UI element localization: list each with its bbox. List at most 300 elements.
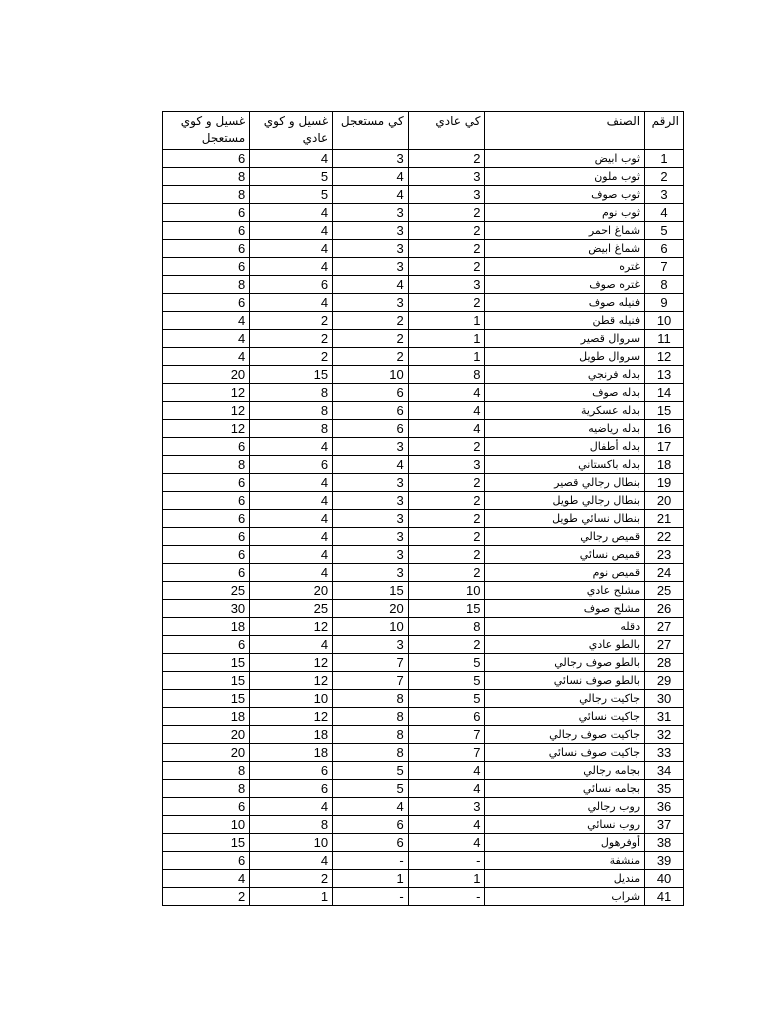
cell-wash-iron-urgent: 6 <box>163 852 250 870</box>
cell-wash-iron-urgent: 8 <box>163 276 250 294</box>
cell-wash-iron-urgent: 6 <box>163 636 250 654</box>
cell-wash-iron-normal: 6 <box>250 780 333 798</box>
cell-item: بجامه رجالي <box>485 762 645 780</box>
table-row <box>163 258 684 276</box>
cell-wash-iron-normal: 18 <box>250 726 333 744</box>
cell-iron-urgent: 4 <box>333 798 409 816</box>
cell-number: 16 <box>645 420 684 438</box>
cell-item: بنطال رجالي طويل <box>485 492 645 510</box>
cell-wash-iron-normal: 4 <box>250 564 333 582</box>
cell-iron-normal: 1 <box>408 348 485 366</box>
cell-item: بدله عسكرية <box>485 402 645 420</box>
cell-number: 36 <box>645 798 684 816</box>
cell-wash-iron-urgent: 10 <box>163 816 250 834</box>
price-table <box>162 111 684 906</box>
cell-wash-iron-normal: 25 <box>250 600 333 618</box>
cell-item: غتره <box>485 258 645 276</box>
cell-number: 4 <box>645 204 684 222</box>
cell-item: ثوب ملون <box>485 168 645 186</box>
cell-number: 27 <box>645 618 684 636</box>
table-row <box>163 294 684 312</box>
cell-wash-iron-normal: 8 <box>250 384 333 402</box>
cell-iron-urgent: 4 <box>333 456 409 474</box>
cell-item: قميص نسائي <box>485 546 645 564</box>
cell-item: جاكيت رجالي <box>485 690 645 708</box>
cell-iron-normal: 2 <box>408 636 485 654</box>
cell-iron-normal: 3 <box>408 798 485 816</box>
cell-iron-urgent: - <box>333 888 409 906</box>
cell-wash-iron-normal: 12 <box>250 672 333 690</box>
cell-wash-iron-normal: 10 <box>250 690 333 708</box>
table-row <box>163 240 684 258</box>
cell-iron-normal: 5 <box>408 690 485 708</box>
cell-wash-iron-urgent: 6 <box>163 222 250 240</box>
cell-item: بدله رياضيه <box>485 420 645 438</box>
cell-wash-iron-normal: 12 <box>250 654 333 672</box>
cell-iron-normal: 3 <box>408 168 485 186</box>
cell-iron-normal: 5 <box>408 654 485 672</box>
cell-number: 24 <box>645 564 684 582</box>
cell-number: 40 <box>645 870 684 888</box>
cell-number: 31 <box>645 708 684 726</box>
cell-wash-iron-normal: 15 <box>250 366 333 384</box>
table-row <box>163 762 684 780</box>
cell-iron-urgent: 1 <box>333 870 409 888</box>
cell-wash-iron-normal: 4 <box>250 474 333 492</box>
cell-wash-iron-urgent: 6 <box>163 150 250 168</box>
table-row <box>163 384 684 402</box>
cell-item: جاكيت صوف نسائي <box>485 744 645 762</box>
cell-wash-iron-urgent: 4 <box>163 312 250 330</box>
cell-number: 27 <box>645 636 684 654</box>
cell-wash-iron-urgent: 6 <box>163 258 250 276</box>
cell-iron-normal: 2 <box>408 528 485 546</box>
cell-iron-urgent: 3 <box>333 564 409 582</box>
cell-iron-normal: - <box>408 852 485 870</box>
cell-iron-normal: 4 <box>408 402 485 420</box>
header-iron-urgent: كي مستعجل <box>333 112 409 150</box>
cell-iron-urgent: 8 <box>333 690 409 708</box>
cell-iron-normal: 6 <box>408 708 485 726</box>
cell-item: بجامه نسائي <box>485 780 645 798</box>
cell-iron-normal: 4 <box>408 780 485 798</box>
cell-iron-normal: 8 <box>408 366 485 384</box>
cell-number: 13 <box>645 366 684 384</box>
cell-wash-iron-normal: 4 <box>250 798 333 816</box>
table-row <box>163 744 684 762</box>
cell-wash-iron-normal: 2 <box>250 348 333 366</box>
cell-iron-normal: 4 <box>408 384 485 402</box>
cell-iron-normal: 2 <box>408 438 485 456</box>
cell-wash-iron-normal: 20 <box>250 582 333 600</box>
cell-iron-normal: 1 <box>408 870 485 888</box>
cell-wash-iron-urgent: 18 <box>163 618 250 636</box>
cell-iron-urgent: 4 <box>333 186 409 204</box>
cell-wash-iron-normal: 6 <box>250 762 333 780</box>
cell-number: 38 <box>645 834 684 852</box>
table-row <box>163 690 684 708</box>
cell-item: قميص رجالي <box>485 528 645 546</box>
cell-number: 15 <box>645 402 684 420</box>
cell-wash-iron-normal: 4 <box>250 294 333 312</box>
cell-wash-iron-urgent: 8 <box>163 456 250 474</box>
cell-iron-normal: 2 <box>408 222 485 240</box>
cell-wash-iron-urgent: 15 <box>163 672 250 690</box>
cell-number: 26 <box>645 600 684 618</box>
cell-number: 11 <box>645 330 684 348</box>
cell-iron-urgent: 8 <box>333 744 409 762</box>
cell-number: 6 <box>645 240 684 258</box>
cell-item: روب رجالي <box>485 798 645 816</box>
table-row <box>163 456 684 474</box>
cell-item: شماغ ابيض <box>485 240 645 258</box>
cell-wash-iron-normal: 4 <box>250 240 333 258</box>
cell-iron-urgent: 7 <box>333 672 409 690</box>
cell-number: 8 <box>645 276 684 294</box>
cell-iron-normal: 4 <box>408 816 485 834</box>
table-row <box>163 150 684 168</box>
table-row <box>163 564 684 582</box>
cell-wash-iron-normal: 6 <box>250 456 333 474</box>
cell-number: 14 <box>645 384 684 402</box>
cell-iron-urgent: 2 <box>333 312 409 330</box>
cell-number: 34 <box>645 762 684 780</box>
cell-wash-iron-normal: 8 <box>250 420 333 438</box>
table-row <box>163 870 684 888</box>
table-row <box>163 780 684 798</box>
cell-number: 20 <box>645 492 684 510</box>
cell-item: ثوب صوف <box>485 186 645 204</box>
table-header-row <box>163 112 684 150</box>
cell-number: 39 <box>645 852 684 870</box>
cell-iron-urgent: 4 <box>333 276 409 294</box>
cell-iron-normal: 4 <box>408 834 485 852</box>
table-row <box>163 186 684 204</box>
cell-item: مشلح عادي <box>485 582 645 600</box>
table-row <box>163 618 684 636</box>
cell-number: 1 <box>645 150 684 168</box>
cell-wash-iron-normal: 4 <box>250 258 333 276</box>
cell-item: جاكيت نسائي <box>485 708 645 726</box>
cell-wash-iron-urgent: 30 <box>163 600 250 618</box>
cell-iron-normal: 2 <box>408 492 485 510</box>
cell-number: 28 <box>645 654 684 672</box>
cell-item: فنيله قطن <box>485 312 645 330</box>
cell-wash-iron-normal: 8 <box>250 816 333 834</box>
cell-iron-urgent: 3 <box>333 240 409 258</box>
cell-iron-normal: 15 <box>408 600 485 618</box>
cell-wash-iron-urgent: 15 <box>163 690 250 708</box>
cell-iron-urgent: 10 <box>333 618 409 636</box>
cell-iron-urgent: 8 <box>333 726 409 744</box>
table-row <box>163 330 684 348</box>
cell-wash-iron-urgent: 6 <box>163 438 250 456</box>
cell-wash-iron-urgent: 6 <box>163 546 250 564</box>
cell-wash-iron-urgent: 2 <box>163 888 250 906</box>
cell-wash-iron-urgent: 6 <box>163 510 250 528</box>
cell-iron-urgent: 15 <box>333 582 409 600</box>
cell-wash-iron-normal: 12 <box>250 618 333 636</box>
cell-item: بالطو صوف نسائي <box>485 672 645 690</box>
cell-iron-normal: 1 <box>408 312 485 330</box>
cell-item: غتره صوف <box>485 276 645 294</box>
cell-wash-iron-normal: 4 <box>250 222 333 240</box>
cell-wash-iron-normal: 4 <box>250 438 333 456</box>
cell-iron-normal: 2 <box>408 294 485 312</box>
cell-iron-normal: 2 <box>408 564 485 582</box>
cell-wash-iron-urgent: 6 <box>163 492 250 510</box>
cell-wash-iron-urgent: 6 <box>163 240 250 258</box>
cell-iron-urgent: 10 <box>333 366 409 384</box>
header-wash-iron-normal: غسيل و كوي عادي <box>250 112 333 150</box>
cell-wash-iron-urgent: 4 <box>163 348 250 366</box>
cell-item: قميص نوم <box>485 564 645 582</box>
cell-item: بدله صوف <box>485 384 645 402</box>
cell-iron-urgent: 20 <box>333 600 409 618</box>
cell-iron-normal: 2 <box>408 258 485 276</box>
cell-number: 29 <box>645 672 684 690</box>
cell-iron-normal: 3 <box>408 276 485 294</box>
cell-iron-urgent: 3 <box>333 636 409 654</box>
cell-item: بدله باكستاني <box>485 456 645 474</box>
cell-iron-urgent: 3 <box>333 510 409 528</box>
cell-wash-iron-urgent: 15 <box>163 654 250 672</box>
cell-wash-iron-urgent: 6 <box>163 204 250 222</box>
cell-number: 33 <box>645 744 684 762</box>
cell-item: فنيله صوف <box>485 294 645 312</box>
cell-item: مشلح صوف <box>485 600 645 618</box>
cell-number: 35 <box>645 780 684 798</box>
cell-wash-iron-normal: 4 <box>250 546 333 564</box>
table-row <box>163 672 684 690</box>
table-row <box>163 204 684 222</box>
cell-iron-normal: 2 <box>408 474 485 492</box>
cell-item: سروال قصير <box>485 330 645 348</box>
cell-item: سروال طويل <box>485 348 645 366</box>
cell-wash-iron-urgent: 6 <box>163 474 250 492</box>
table-row <box>163 888 684 906</box>
cell-item: منديل <box>485 870 645 888</box>
cell-iron-normal: 2 <box>408 204 485 222</box>
cell-iron-urgent: 6 <box>333 384 409 402</box>
cell-number: 9 <box>645 294 684 312</box>
cell-wash-iron-urgent: 6 <box>163 798 250 816</box>
cell-wash-iron-normal: 4 <box>250 852 333 870</box>
table-row <box>163 348 684 366</box>
cell-iron-urgent: 3 <box>333 222 409 240</box>
cell-number: 30 <box>645 690 684 708</box>
cell-number: 32 <box>645 726 684 744</box>
cell-number: 10 <box>645 312 684 330</box>
cell-wash-iron-urgent: 8 <box>163 186 250 204</box>
cell-iron-normal: 7 <box>408 744 485 762</box>
cell-iron-normal: 4 <box>408 420 485 438</box>
cell-wash-iron-urgent: 4 <box>163 870 250 888</box>
cell-iron-urgent: 6 <box>333 816 409 834</box>
cell-wash-iron-urgent: 20 <box>163 726 250 744</box>
cell-number: 2 <box>645 168 684 186</box>
cell-wash-iron-normal: 4 <box>250 510 333 528</box>
cell-wash-iron-normal: 12 <box>250 708 333 726</box>
cell-item: بالطو صوف رجالي <box>485 654 645 672</box>
cell-number: 41 <box>645 888 684 906</box>
cell-iron-normal: 2 <box>408 150 485 168</box>
cell-iron-urgent: 2 <box>333 330 409 348</box>
cell-item: بدله فرنجي <box>485 366 645 384</box>
cell-iron-normal: 4 <box>408 762 485 780</box>
cell-item: بالطو عادي <box>485 636 645 654</box>
cell-wash-iron-normal: 6 <box>250 276 333 294</box>
cell-iron-urgent: 3 <box>333 294 409 312</box>
cell-iron-normal: 1 <box>408 330 485 348</box>
cell-number: 25 <box>645 582 684 600</box>
cell-number: 22 <box>645 528 684 546</box>
cell-iron-urgent: 3 <box>333 546 409 564</box>
cell-wash-iron-urgent: 6 <box>163 564 250 582</box>
cell-item: شراب <box>485 888 645 906</box>
cell-wash-iron-normal: 4 <box>250 636 333 654</box>
table-row <box>163 600 684 618</box>
cell-item: روب نسائي <box>485 816 645 834</box>
cell-number: 23 <box>645 546 684 564</box>
cell-wash-iron-normal: 2 <box>250 870 333 888</box>
cell-iron-urgent: 8 <box>333 708 409 726</box>
cell-iron-urgent: 4 <box>333 168 409 186</box>
cell-iron-normal: 2 <box>408 240 485 258</box>
cell-wash-iron-normal: 2 <box>250 330 333 348</box>
header-iron-normal: كي عادي <box>408 112 485 150</box>
table-row <box>163 366 684 384</box>
table-row <box>163 528 684 546</box>
table-row <box>163 798 684 816</box>
cell-iron-normal: 3 <box>408 456 485 474</box>
cell-wash-iron-urgent: 4 <box>163 330 250 348</box>
cell-wash-iron-urgent: 25 <box>163 582 250 600</box>
table-row <box>163 546 684 564</box>
cell-item: ثوب نوم <box>485 204 645 222</box>
cell-iron-normal: 10 <box>408 582 485 600</box>
cell-wash-iron-urgent: 20 <box>163 366 250 384</box>
table-body <box>163 150 684 906</box>
cell-iron-urgent: 5 <box>333 780 409 798</box>
header-wash-iron-urgent: غسيل و كوي مستعجل <box>163 112 250 150</box>
cell-iron-urgent: 5 <box>333 762 409 780</box>
cell-wash-iron-normal: 5 <box>250 186 333 204</box>
table-row <box>163 276 684 294</box>
cell-iron-normal: 2 <box>408 546 485 564</box>
cell-wash-iron-urgent: 8 <box>163 780 250 798</box>
cell-iron-normal: 8 <box>408 618 485 636</box>
table-row <box>163 582 684 600</box>
cell-item: منشفة <box>485 852 645 870</box>
cell-wash-iron-urgent: 12 <box>163 384 250 402</box>
cell-wash-iron-normal: 18 <box>250 744 333 762</box>
table-row <box>163 438 684 456</box>
cell-iron-normal: - <box>408 888 485 906</box>
table-row <box>163 654 684 672</box>
cell-wash-iron-urgent: 6 <box>163 528 250 546</box>
cell-wash-iron-normal: 4 <box>250 528 333 546</box>
table-row <box>163 510 684 528</box>
cell-number: 18 <box>645 456 684 474</box>
cell-iron-urgent: 7 <box>333 654 409 672</box>
cell-iron-urgent: 6 <box>333 834 409 852</box>
cell-iron-normal: 7 <box>408 726 485 744</box>
table-row <box>163 834 684 852</box>
table-row <box>163 168 684 186</box>
cell-wash-iron-normal: 4 <box>250 492 333 510</box>
cell-iron-urgent: 3 <box>333 150 409 168</box>
table-row <box>163 492 684 510</box>
cell-number: 12 <box>645 348 684 366</box>
cell-wash-iron-urgent: 6 <box>163 294 250 312</box>
cell-iron-urgent: 3 <box>333 528 409 546</box>
cell-iron-normal: 3 <box>408 186 485 204</box>
cell-item: جاكيت صوف رجالي <box>485 726 645 744</box>
table-row <box>163 708 684 726</box>
cell-wash-iron-urgent: 8 <box>163 762 250 780</box>
cell-item: بدله أطفال <box>485 438 645 456</box>
cell-number: 37 <box>645 816 684 834</box>
cell-iron-urgent: 3 <box>333 492 409 510</box>
cell-iron-urgent: 3 <box>333 474 409 492</box>
table-row <box>163 420 684 438</box>
cell-wash-iron-normal: 8 <box>250 402 333 420</box>
cell-number: 3 <box>645 186 684 204</box>
cell-wash-iron-normal: 2 <box>250 312 333 330</box>
cell-number: 21 <box>645 510 684 528</box>
table-row <box>163 726 684 744</box>
table-row <box>163 636 684 654</box>
cell-iron-urgent: 6 <box>333 420 409 438</box>
cell-wash-iron-normal: 10 <box>250 834 333 852</box>
cell-item: أوفرهول <box>485 834 645 852</box>
cell-iron-urgent: 3 <box>333 258 409 276</box>
cell-iron-urgent: 2 <box>333 348 409 366</box>
cell-iron-normal: 2 <box>408 510 485 528</box>
cell-item: بنطال نسائي طويل <box>485 510 645 528</box>
header-number: الرقم <box>645 112 684 150</box>
cell-wash-iron-normal: 1 <box>250 888 333 906</box>
table-row <box>163 402 684 420</box>
cell-number: 7 <box>645 258 684 276</box>
cell-wash-iron-normal: 5 <box>250 168 333 186</box>
cell-iron-urgent: 3 <box>333 204 409 222</box>
cell-wash-iron-normal: 4 <box>250 204 333 222</box>
table-row <box>163 816 684 834</box>
cell-wash-iron-urgent: 12 <box>163 420 250 438</box>
cell-item: بنطال رجالي قصير <box>485 474 645 492</box>
table-row <box>163 312 684 330</box>
cell-number: 5 <box>645 222 684 240</box>
cell-wash-iron-urgent: 8 <box>163 168 250 186</box>
header-item: الصنف <box>485 112 645 150</box>
cell-wash-iron-urgent: 18 <box>163 708 250 726</box>
table-row <box>163 474 684 492</box>
cell-wash-iron-urgent: 12 <box>163 402 250 420</box>
cell-item: ثوب ابيض <box>485 150 645 168</box>
cell-item: دقله <box>485 618 645 636</box>
cell-iron-urgent: 6 <box>333 402 409 420</box>
cell-wash-iron-urgent: 20 <box>163 744 250 762</box>
cell-iron-urgent: 3 <box>333 438 409 456</box>
cell-iron-urgent: - <box>333 852 409 870</box>
cell-number: 19 <box>645 474 684 492</box>
cell-wash-iron-urgent: 15 <box>163 834 250 852</box>
cell-number: 17 <box>645 438 684 456</box>
cell-wash-iron-normal: 4 <box>250 150 333 168</box>
table-row <box>163 852 684 870</box>
